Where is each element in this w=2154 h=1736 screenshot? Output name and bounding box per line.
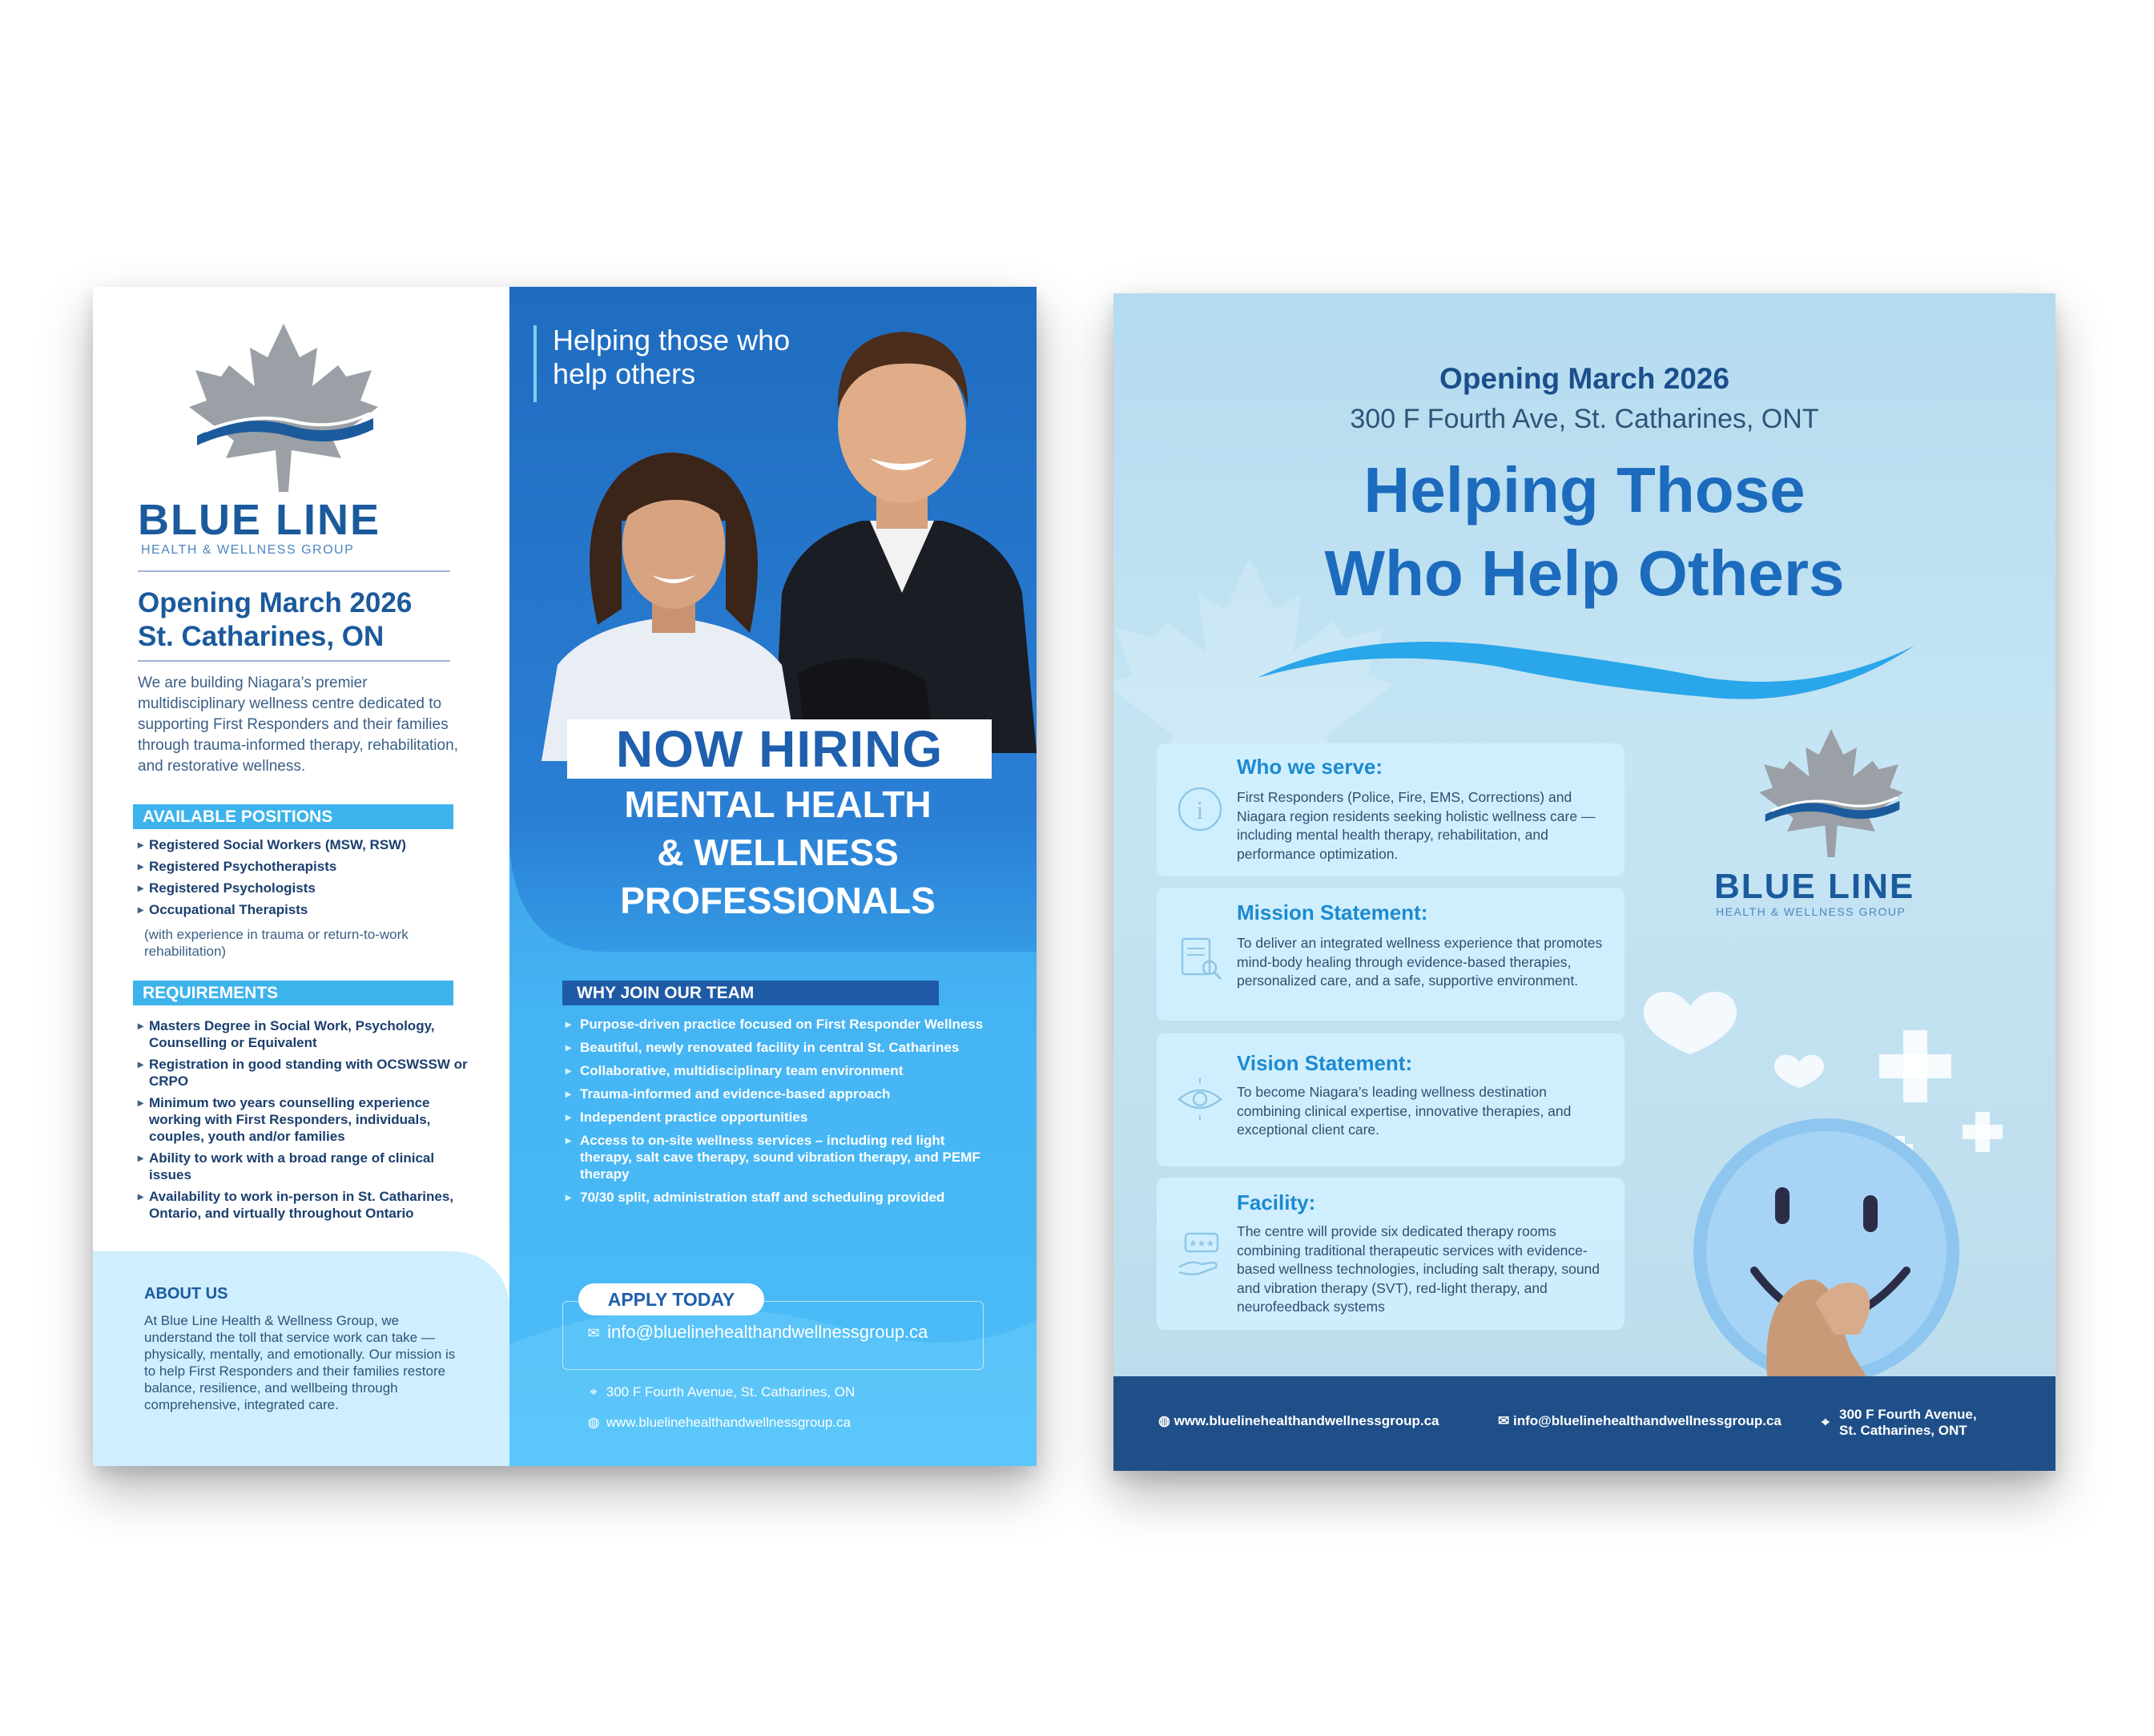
- maple-leaf-logo-icon: [189, 324, 378, 492]
- logo-wordmark: BLUE LINE: [1714, 867, 1915, 906]
- website-link[interactable]: [585, 1415, 851, 1431]
- smiley-hand-illustration: [1626, 934, 2055, 1376]
- card-text: To deliver an integrated wellness experience that promotes mind-body healing through evidence-based therapies, personalized care, and a safe, supportive environment.: [1237, 935, 1603, 989]
- footer-bar: [1113, 1376, 2055, 1471]
- list-item: ▸ Registered Psychotherapists: [138, 858, 474, 875]
- list-item: ▸ 70/30 split, administration staff and scheduling provided: [566, 1189, 990, 1206]
- now-hiring-banner: NOW HIRING: [567, 719, 992, 779]
- address-line: 300 F Fourth Ave, St. Catharines, ONT: [1350, 404, 1819, 434]
- list-item: ▸ Registered Social Workers (MSW, RSW): [138, 836, 474, 853]
- info-flyer: [1113, 293, 2055, 1471]
- list-item: ▸ Collaborative, multidisciplinary team environment: [566, 1062, 990, 1079]
- headline-line2: Who Help Others: [1324, 538, 1845, 609]
- maple-leaf-logo-icon: [1759, 729, 1903, 857]
- divider: [138, 570, 450, 572]
- requirements-list: [138, 1017, 474, 1226]
- why-join-list: [566, 1016, 990, 1212]
- footer-website-text: www.bluelinehealthandwellnessgroup.ca: [1174, 1413, 1439, 1428]
- document-search-icon: [1174, 932, 1226, 984]
- list-item: ▸ Beautiful, newly renovated facility in central St. Catharines: [566, 1039, 990, 1056]
- mail-icon: ✉: [1498, 1413, 1510, 1428]
- opening-location: St. Catharines, ON: [138, 621, 384, 652]
- logo-subtitle: HEALTH & WELLNESS GROUP: [1716, 905, 1906, 918]
- eye-icon: [1174, 1073, 1226, 1125]
- man-photo: [766, 304, 1037, 753]
- globe-icon: ◍: [1158, 1413, 1170, 1428]
- list-item: ▸ Minimum two years counselling experience working with First Responders, individuals, couples, youth and/or families: [138, 1094, 474, 1145]
- card-text: The centre will provide six dedicated therapy rooms combining traditional therapeutic services with evidence-based wellness technologies, including salt therapy, sound and vibration therapy (SVT), red-light therapy, and neurofeedback systems: [1237, 1223, 1600, 1315]
- hiring-subtitle-line: & WELLNESS: [657, 832, 899, 873]
- list-item: ▸ Independent practice opportunities: [566, 1109, 990, 1126]
- card-text: To become Niagara’s leading wellness destination combining clinical expertise, innovative therapies, and exceptional client care.: [1237, 1084, 1572, 1138]
- email-text: info@bluelinehealthandwellnessgroup.ca: [607, 1322, 928, 1342]
- list-item: ▸ Masters Degree in Social Work, Psychology, Counselling or Equivalent: [138, 1017, 474, 1051]
- tagline-accent: [533, 325, 537, 402]
- list-item: ▸ Trauma-informed and evidence-based approach: [566, 1086, 990, 1102]
- footer-address-line: St. Catharines, ONT: [1839, 1423, 1967, 1438]
- info-card: [1157, 743, 1625, 876]
- hiring-flyer: [93, 287, 1037, 1466]
- svg-text:i: i: [1196, 795, 1204, 824]
- flyer1-left-column: [93, 287, 509, 1466]
- list-item: ▸ Access to on-site wellness services – including red light therapy, salt cave therapy, sound vibration therapy, and PEMF therapy: [566, 1132, 990, 1182]
- address-text: 300 F Fourth Avenue, St. Catharines, ON: [606, 1384, 856, 1400]
- tagline: Helping those who help others: [553, 324, 791, 390]
- footer-email-link[interactable]: [1498, 1413, 1782, 1429]
- location-pin-icon: ⌖: [1822, 1415, 1830, 1430]
- why-join-heading: WHY JOIN OUR TEAM: [562, 981, 939, 1005]
- opening-date: Opening March 2026: [138, 587, 413, 618]
- card-heading: Mission Statement:: [1237, 900, 1428, 924]
- svg-text:★★★: ★★★: [1188, 1238, 1215, 1249]
- list-item: ▸ Occupational Therapists: [138, 901, 474, 918]
- footer-website-link[interactable]: [1158, 1413, 1439, 1429]
- list-item: ▸ Availability to work in-person in St. Catharines, Ontario, and virtually throughout Ontario: [138, 1188, 474, 1222]
- globe-icon: ◍: [587, 1415, 600, 1430]
- list-item: ▸ Registration in good standing with OCSWSSW or CRPO: [138, 1056, 474, 1090]
- footer-address: [1822, 1407, 1977, 1439]
- list-item: ▸ Ability to work with a broad range of clinical issues: [138, 1150, 474, 1183]
- divider: [138, 660, 450, 662]
- apply-today-button[interactable]: APPLY TODAY: [578, 1283, 764, 1315]
- website-text: www.bluelinehealthandwellnessgroup.ca: [606, 1415, 851, 1430]
- blue-swoosh: [1258, 614, 1914, 702]
- positions-list: [138, 836, 474, 923]
- headline-line1: Helping Those: [1363, 454, 1806, 526]
- logo-subtitle: HEALTH & WELLNESS GROUP: [141, 543, 355, 557]
- info-card: [1157, 1178, 1625, 1330]
- requirements-heading: REQUIREMENTS: [133, 981, 453, 1005]
- list-item: ▸ Purpose-driven practice focused on First Responder Wellness: [566, 1016, 990, 1033]
- list-item: ▸ Registered Psychologists: [138, 880, 474, 896]
- card-heading: Facility:: [1237, 1190, 1316, 1214]
- positions-note: (with experience in trauma or return-to-work rehabilitation): [144, 927, 409, 959]
- opening-date: Opening March 2026: [1439, 362, 1729, 395]
- card-heading: Vision Statement:: [1237, 1051, 1413, 1075]
- flyer1-right-column: [509, 287, 1037, 1466]
- rating-hand-icon: [1174, 1227, 1226, 1279]
- logo-wordmark: BLUE LINE: [138, 496, 381, 544]
- info-icon: [1174, 783, 1226, 835]
- footer-address-line: 300 F Fourth Avenue,: [1839, 1407, 1977, 1422]
- hiring-subtitle-line: PROFESSIONALS: [620, 880, 936, 921]
- card-text: First Responders (Police, Fire, EMS, Corrections) and Niagara region residents seeking holistic wellness care — including mental health therapy, rehabilitation, and performance optimization.: [1237, 789, 1596, 862]
- info-card: [1157, 888, 1625, 1021]
- about-heading: ABOUT US: [144, 1285, 228, 1303]
- email-link[interactable]: [585, 1322, 928, 1343]
- about-text: At Blue Line Health & Wellness Group, we understand the toll that service work can take — physically, mentally, and emotionally. Our mission is to help First Responders and their families restore balance, resilience, and wellbeing through comprehensive, integrated care.: [144, 1313, 456, 1412]
- card-heading: Who we serve:: [1237, 755, 1383, 779]
- info-card: [1157, 1033, 1625, 1166]
- footer-email-text: info@bluelinehealthandwellnessgroup.ca: [1512, 1413, 1782, 1428]
- address: [585, 1384, 855, 1400]
- mail-icon: ✉: [587, 1325, 600, 1341]
- hiring-subtitle-line: MENTAL HEALTH: [624, 783, 932, 825]
- woman-photo: [542, 425, 806, 761]
- intro-text: We are building Niagara’s premier multidisciplinary wellness centre dedicated to supporting First Responders and their families through trauma-informed therapy, rehabilitation, and restorative wellness.: [138, 675, 458, 775]
- positions-heading: AVAILABLE POSITIONS: [133, 804, 453, 829]
- location-pin-icon: ⌖: [590, 1384, 598, 1400]
